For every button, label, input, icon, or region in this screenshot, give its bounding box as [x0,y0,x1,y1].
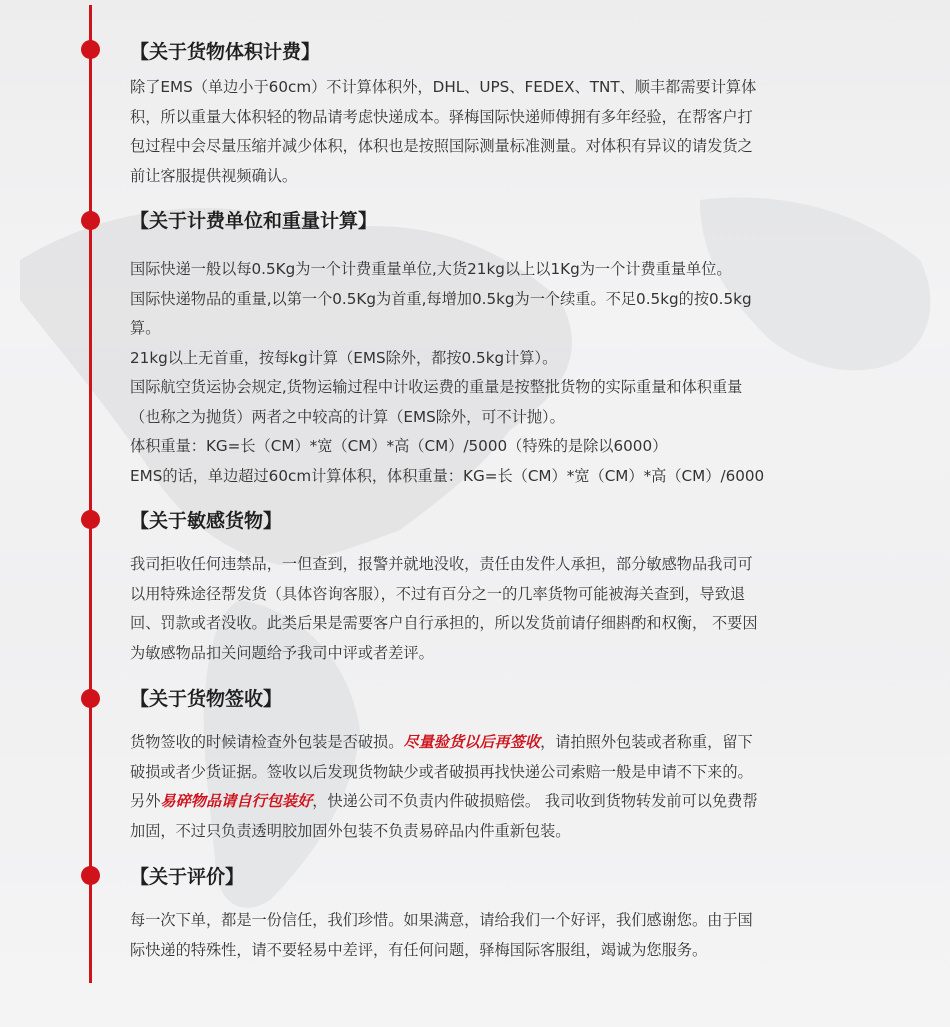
section-body [130,550,890,668]
paragraph-line: 除了EMS（单边小于60cm）不计算体积外，DHL、UPS、FEDEX、TNT、顺丰都需要计算体 [130,78,757,96]
section-body [130,255,890,491]
paragraph-line: 国际航空货运协会规定,货物运输过程中计收运费的重量是按整批货物的实际重量和体积重量 [130,378,743,396]
paragraph-line: 积，所以重量大体积轻的物品请考虑快递成本。驿梅国际快递师傅拥有多年经验，在帮客户打 [130,107,753,126]
paragraph-line: 国际快递物品的重量,以第一个0.5Kg为首重,每增加0.5kg为一个续重。不足0.5kg的按0.5kg [130,289,752,308]
paragraph-line: 体积重量：KG=长（CM）*宽（CM）*高（CM）/5000（特殊的是除以6000） [130,437,668,455]
timeline-dot [81,510,100,529]
section-delivery-receipt [130,686,890,846]
paragraph-line: 国际快递一般以每0.5Kg为一个计费重量单位,大货21kg以上以1Kg为一个计费重量单位。 [130,260,732,278]
section-heading: 【关于货物签收】 [130,688,283,710]
section-heading: 【关于货物体积计费】 [130,41,321,63]
emphasis-text: 尽量验货以后再签收 [403,733,541,751]
timeline-dot [81,40,100,59]
paragraph-line [130,787,890,817]
paragraph-line: 际快递的特殊性，请不要轻易中差评，有任何问题，驿梅国际客服组，竭诚为您服务。 [130,940,708,959]
emphasis-text: 易碎物品请自行包装好 [160,792,313,810]
section-weight-calculation [130,208,890,491]
timeline-line [89,5,92,983]
section-body [130,906,890,965]
section-volume-billing [130,39,890,191]
timeline-dot [81,866,100,885]
paragraph-line: 算。 [130,319,161,337]
paragraph-line: 前让客服提供视频确认。 [130,166,298,185]
paragraph-line: 包过程中会尽量压缩并减少体积，体积也是按照国际测量标准测量。对体积有异议的请发货之 [130,137,753,155]
paragraph-line: 破损或者少货证据。签收以后发现货物缺少或者破损再找快递公司索赔一般是申请不下来的。 [130,762,753,781]
section-body [130,728,890,846]
paragraph-line: 我司拒收任何违禁品，一但查到，报警并就地没收，责任由发件人承担，部分敏感物品我司可 [130,555,753,573]
timeline-dot [81,689,100,708]
paragraph-line: 以用特殊途径帮发货（具体咨询客服），不过有百分之一的几率货物可能被海关查到，导致退 [130,584,746,603]
text-segment: ，快递公司不负责内件破损赔偿。 我司收到货物转发前可以免费帮 [312,792,758,810]
section-heading: 【关于评价】 [130,866,245,888]
section-heading: 【关于计费单位和重量计算】 [130,210,378,232]
text-segment: 另外 [130,792,161,810]
paragraph-line: （也称之为抛货）两者之中较高的计算（EMS除外，可不计抛）。 [130,407,565,426]
paragraph-line: EMS的话，单边超过60cm计算体积，体积重量：KG=长（CM）*宽（CM）*高（CM）/6000 [130,466,765,485]
paragraph-line: 回、罚款或者没收。此类后果是需要客户自行承担的，所以发货前请仔细斟酌和权衡， 不要因 [130,614,758,632]
timeline-dot [81,211,100,230]
section-sensitive-goods [130,508,890,668]
section-heading: 【关于敏感货物】 [130,510,283,532]
paragraph-line: 加固，不过只负责透明胶加固外包装不负责易碎品内件重新包装。 [130,821,571,840]
text-segment: 货物签收的时候请检查外包装是否破损。 [130,733,404,751]
paragraph-line: 每一次下单，都是一份信任，我们珍惜。如果满意，请给我们一个好评，我们感谢您。由于国 [130,911,753,929]
text-segment: ，请拍照外包装或者称重，留下 [540,733,753,751]
section-body [130,73,890,191]
paragraph-line [130,728,890,758]
paragraph-line: 21kg以上无首重，按每kg计算（EMS除外，都按0.5kg计算）。 [130,348,558,367]
section-reviews [130,864,890,965]
paragraph-line: 为敏感物品扣关问题给予我司中评或者差评。 [130,643,434,662]
